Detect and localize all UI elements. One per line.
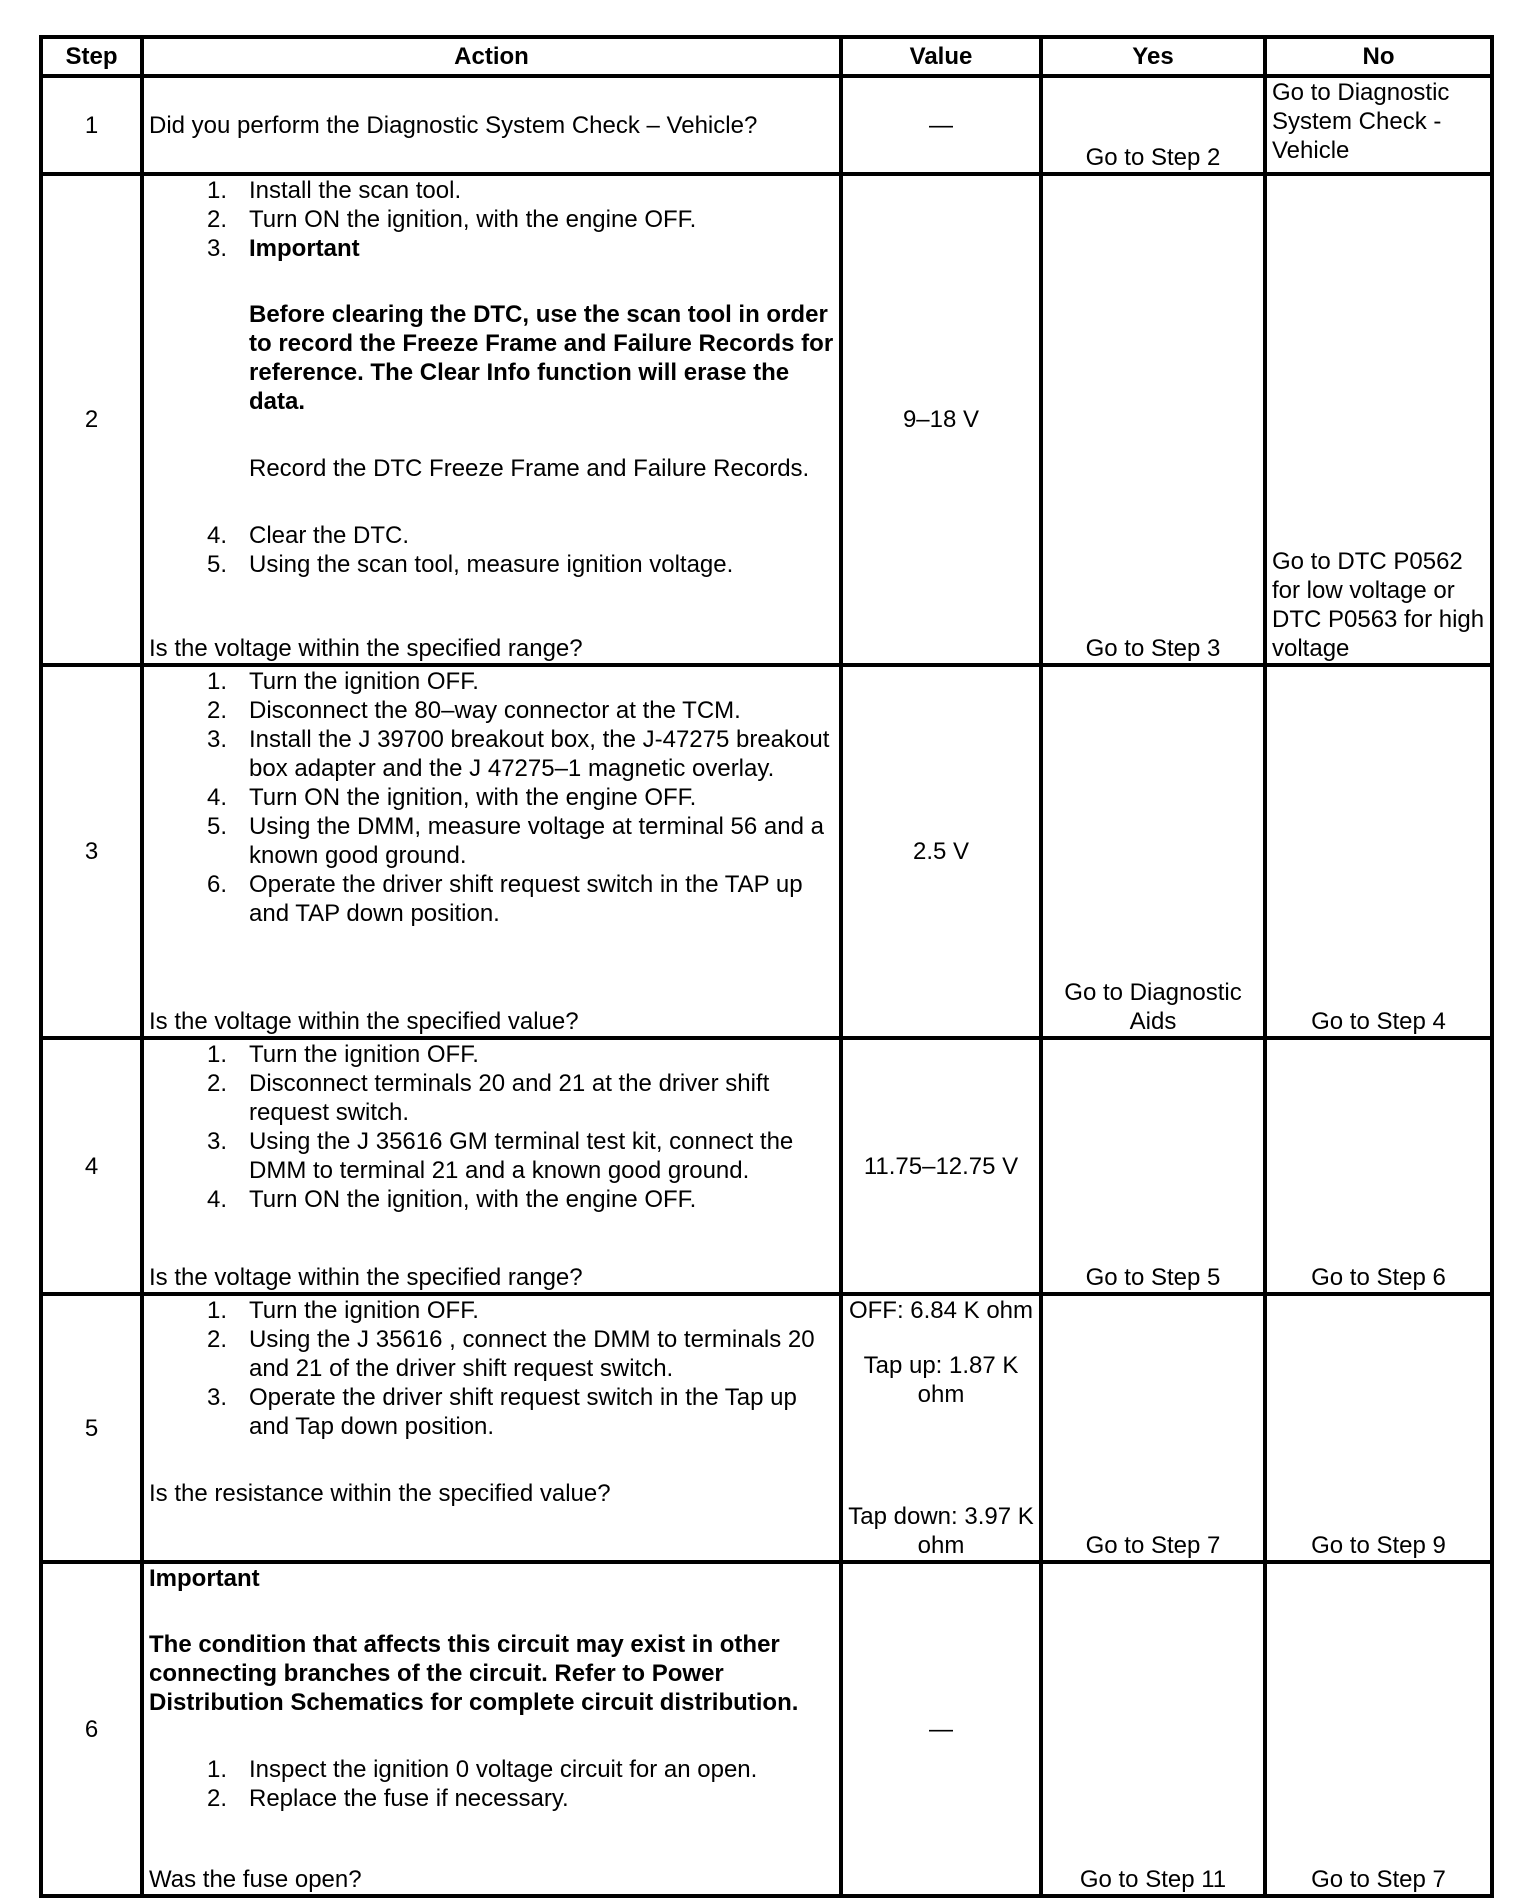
no-cell: Go to Step 7 xyxy=(1265,1562,1492,1896)
list-item: 6. Operate the driver shift request switch in the TAP up and TAP down position. xyxy=(206,871,803,927)
header-row xyxy=(41,37,1492,76)
diagnostic-table xyxy=(39,35,1494,1898)
list-item: 5. Using the DMM, measure voltage at terminal 56 and a known good ground. xyxy=(206,813,824,869)
step-number: 5 xyxy=(41,1294,142,1562)
question-text: Was the fuse open? xyxy=(149,1866,362,1893)
list-item: 1. Install the scan tool. xyxy=(206,177,462,204)
header-step: Step xyxy=(41,37,142,76)
list-item: 1. Turn the ignition OFF. xyxy=(206,1297,479,1324)
table-row xyxy=(41,174,1492,665)
list-item: 3. Operate the driver shift request switch in the Tap up and Tap down position. xyxy=(206,1384,797,1440)
step-number: 6 xyxy=(41,1562,142,1896)
table-row xyxy=(41,1294,1492,1562)
action-cell xyxy=(142,76,841,174)
question-text: Is the voltage within the specified range? xyxy=(149,1264,583,1291)
action-cell xyxy=(142,1294,841,1562)
yes-cell: Go to Step 2 xyxy=(1041,76,1265,174)
list-item: 1. Turn the ignition OFF. xyxy=(206,668,479,695)
record-note: Record the DTC Freeze Frame and Failure Records. xyxy=(249,455,810,482)
step-number: 3 xyxy=(41,665,142,1038)
action-cell xyxy=(142,174,841,665)
question-text: Is the voltage within the specified range? xyxy=(149,635,583,662)
value-cell: 11.75–12.75 V xyxy=(841,1038,1041,1294)
yes-cell: Go to Step 5 xyxy=(1041,1038,1265,1294)
list-item: 4. Turn ON the ignition, with the engine OFF. xyxy=(206,784,697,811)
action-cell xyxy=(142,665,841,1038)
value-cell: 9–18 V xyxy=(841,174,1041,665)
no-cell: Go to Step 4 xyxy=(1265,665,1492,1038)
question-text: Is the resistance within the specified value? xyxy=(149,1480,611,1507)
no-cell: Go to Step 9 xyxy=(1265,1294,1492,1562)
step-number: 1 xyxy=(41,76,142,174)
list-item: 1. Inspect the ignition 0 voltage circuit for an open. xyxy=(206,1756,758,1783)
list-item: 1. Turn the ignition OFF. xyxy=(206,1041,479,1068)
important-note: Before clearing the DTC, use the scan tool in order to record the Freeze Frame and Failure Records for reference. The Clear Info function will erase the data. xyxy=(249,301,834,415)
header-action: Action xyxy=(142,37,841,76)
list-item: 2. Disconnect terminals 20 and 21 at the driver shift request switch. xyxy=(206,1070,770,1126)
table-row xyxy=(41,76,1492,174)
no-cell: Go to Diagnostic System Check - Vehicle xyxy=(1265,76,1492,174)
value-cell: — xyxy=(841,76,1041,174)
action-cell xyxy=(142,1562,841,1896)
list-item: 2. Turn ON the ignition, with the engine OFF. xyxy=(206,206,697,233)
yes-cell: Go to Step 7 xyxy=(1041,1294,1265,1562)
yes-cell: Go to Diagnostic Aids xyxy=(1041,665,1265,1038)
list-item: 4. Clear the DTC. xyxy=(206,522,410,549)
question-text: Is the voltage within the specified value? xyxy=(149,1008,579,1035)
value-cell xyxy=(841,1294,1041,1562)
table-row xyxy=(41,1038,1492,1294)
step-number: 2 xyxy=(41,174,142,665)
value-cell: 2.5 V xyxy=(841,665,1041,1038)
list-item: 3. Install the J 39700 breakout box, the J-47275 breakout box adapter and the J 47275–1 magnetic overlay. xyxy=(206,726,830,782)
table-row xyxy=(41,665,1492,1038)
yes-cell: Go to Step 11 xyxy=(1041,1562,1265,1896)
header-yes: Yes xyxy=(1041,37,1265,76)
list-item: 3. Using the J 35616 GM terminal test kit, connect the DMM to terminal 21 and a known good ground. xyxy=(206,1128,794,1184)
list-item: 3. Important xyxy=(206,235,360,262)
header-no: No xyxy=(1265,37,1492,76)
question-text: Did you perform the Diagnostic System Check – Vehicle? xyxy=(149,111,758,139)
list-item: 4. Turn ON the ignition, with the engine OFF. xyxy=(206,1186,697,1213)
no-cell: Go to Step 6 xyxy=(1265,1038,1492,1294)
action-cell xyxy=(142,1038,841,1294)
value-off: OFF: 6.84 K ohm xyxy=(848,1297,1034,1324)
list-item: 5. Using the scan tool, measure ignition voltage. xyxy=(206,551,734,578)
table-row xyxy=(41,1562,1492,1896)
list-item: 2. Replace the fuse if necessary. xyxy=(206,1785,569,1812)
value-tap-down: Tap down: 3.97 K ohm xyxy=(848,1503,1034,1559)
header-value: Value xyxy=(841,37,1041,76)
important-note: The condition that affects this circuit may exist in other connecting branches of the circuit. Refer to Power Distribution Schematics for complete circuit distribution. xyxy=(149,1631,799,1716)
no-cell: Go to DTC P0562 for low voltage or DTC P0563 for high voltage xyxy=(1265,174,1492,665)
value-cell: — xyxy=(841,1562,1041,1896)
step-number: 4 xyxy=(41,1038,142,1294)
list-item: 2. Disconnect the 80–way connector at the TCM. xyxy=(206,697,741,724)
value-tap-up: Tap up: 1.87 K ohm xyxy=(863,1352,1019,1408)
list-item: 2. Using the J 35616 , connect the DMM to terminals 20 and 21 of the driver shift request switch. xyxy=(206,1326,815,1382)
yes-cell: Go to Step 3 xyxy=(1041,174,1265,665)
important-title: Important xyxy=(149,1565,260,1592)
